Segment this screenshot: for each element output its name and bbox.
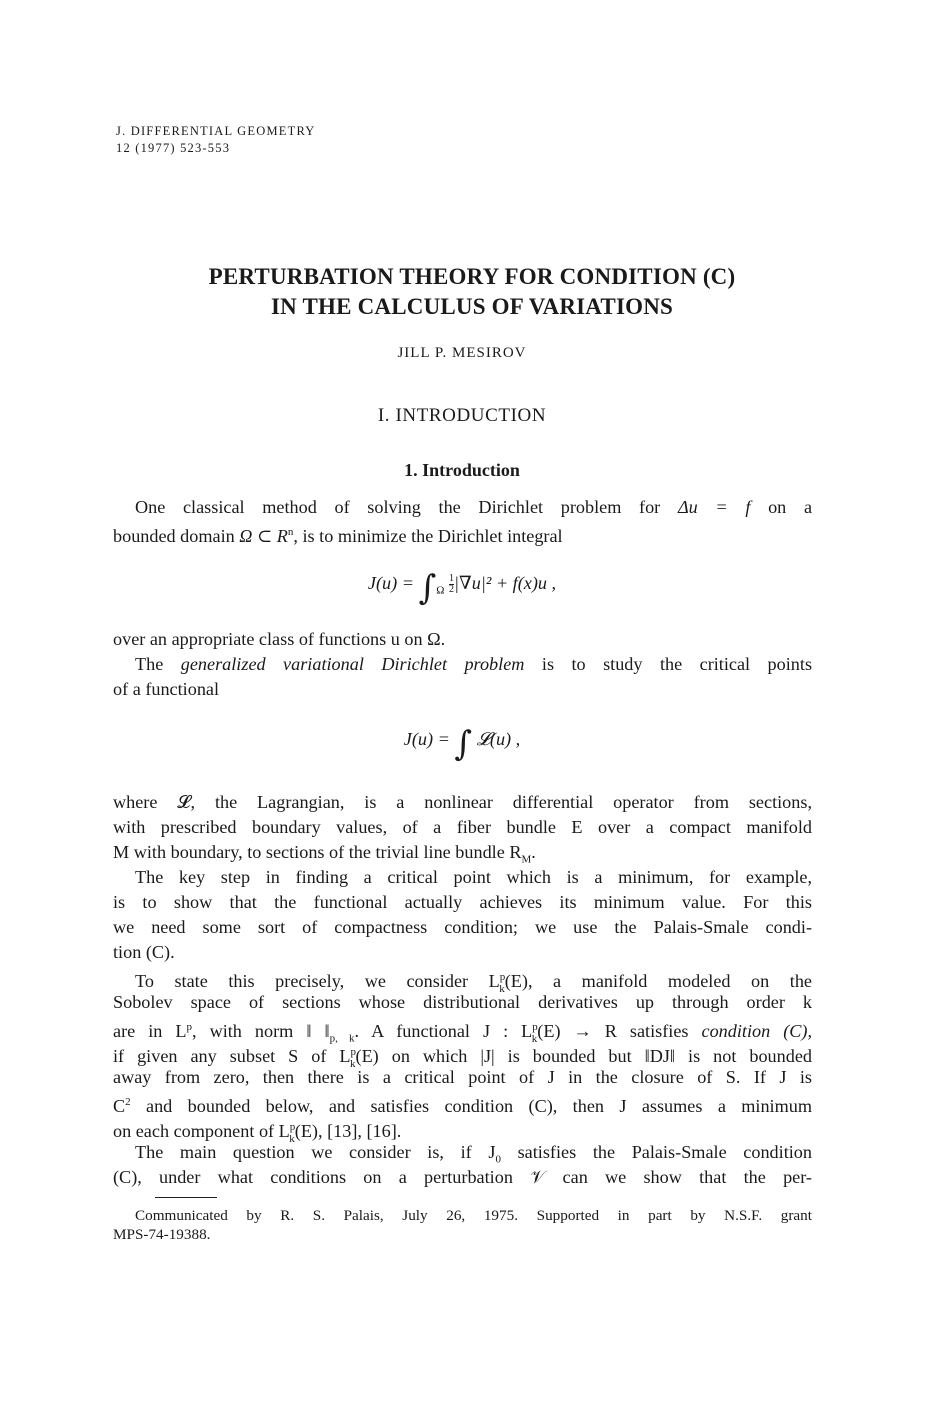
paragraph-3-line-1 xyxy=(113,652,812,677)
text: M with boundary, to sections of the trivial line bundle R xyxy=(113,842,522,862)
italic-term: condition (C), xyxy=(701,1021,813,1042)
equation-rhs: 𝓛(u) , xyxy=(476,729,521,749)
equation-functional xyxy=(0,724,924,764)
text: on a xyxy=(768,497,813,517)
paragraph-4-line-2: with prescribed boundary values, of a fiber bundle E over a compact manifold xyxy=(113,817,812,837)
paragraph-1-line-1 xyxy=(113,495,812,520)
text: (E), a manifold modeled on the xyxy=(504,971,813,992)
paragraph-4-line-1: where 𝓛, the Lagrangian, is a nonlinear differential operator from sections, xyxy=(113,792,812,812)
integral-sign-icon: ∫ xyxy=(418,568,437,608)
paragraph-6-line-6: $C^2$ and bounded below, and satisfies condition (C), then J assumes a minimum xyxy=(113,1096,812,1117)
text: The xyxy=(135,654,164,674)
text: C xyxy=(113,1096,126,1117)
equation-lhs: J(u) = xyxy=(403,729,450,749)
text: To state this precisely, we consider L xyxy=(135,971,500,992)
text: . A functional J : L xyxy=(354,1021,533,1042)
journal-citation: 12 (1977) 523-553 xyxy=(116,141,231,155)
text: , is to minimize the Dirichlet integral xyxy=(293,526,563,547)
subsection-heading: 1. Introduction xyxy=(404,460,520,480)
journal-name: J. DIFFERENTIAL GEOMETRY xyxy=(116,124,316,138)
text: if given any subset S of L xyxy=(113,1046,351,1067)
text: One classical method of solving the Dirichlet problem for xyxy=(135,497,661,517)
paragraph-5-line-1: The key step in finding a critical point which is a minimum, for example, xyxy=(135,867,812,887)
text: (E) on which |J| is bounded but ‖DJ‖ is not bounded xyxy=(355,1046,812,1067)
integral-domain: Ω xyxy=(436,584,445,597)
text: bounded domain xyxy=(113,526,235,547)
text: and bounded below, and satisfies condition (C), then J assumes a minimum xyxy=(130,1096,812,1117)
paragraph-6-line-5: away from zero, then there is a critical point of J in the closure of S. If J is xyxy=(113,1067,812,1087)
author-name: JILL P. MESIROV xyxy=(397,345,527,361)
paragraph-6-line-7: on each component of $L^p_k(E)$, [13], [16]. xyxy=(113,1121,402,1145)
paragraph-5-line-2: is to show that the functional actually achieves its minimum value. For this xyxy=(113,892,812,912)
equation-rhs: |∇u|² + f(x)u , xyxy=(454,573,557,593)
paragraph-6-line-2: Sobolev space of sections whose distributional derivatives up through order k xyxy=(113,992,812,1012)
paper-title-line-1: PERTURBATION THEORY FOR CONDITION (C) xyxy=(208,264,736,289)
paragraph-6-line-1: To state this precisely, we consider $L^p_k(E)$, a manifold modeled on the xyxy=(135,971,813,995)
paragraph-7-line-1: The main question we consider is, if $J_0$ satisfies the Palais-Smale condition xyxy=(135,1142,812,1166)
text: on each component of L xyxy=(113,1121,290,1142)
text: are in L xyxy=(113,1021,187,1042)
equation-dirichlet-integral xyxy=(0,568,924,608)
subscript: M xyxy=(521,853,532,866)
paragraph-6-line-3: are in $L^p$, with norm ‖ $‖_{p, k}$. A functional J : $L^p_k(E) \to R$ satisfies condition (C), xyxy=(113,1021,813,1045)
paragraph-5-line-4: tion (C). xyxy=(113,942,175,962)
paragraph-1-line-2 xyxy=(113,520,812,549)
paragraph-3-line-2: of a functional xyxy=(113,679,220,699)
integral-sign-icon: ∫ xyxy=(454,724,473,764)
journal-header xyxy=(116,123,316,157)
paragraph-4-line-3: M with boundary, to sections of the trivial line bundle $R_M$. xyxy=(113,842,536,866)
text: (E) → R satisfies xyxy=(537,1021,689,1042)
section-heading: I. INTRODUCTION xyxy=(377,405,547,426)
text: , with norm ‖ ‖ xyxy=(192,1021,330,1042)
superscript: n xyxy=(287,526,294,538)
paper-title-line-2: IN THE CALCULUS OF VARIATIONS xyxy=(270,294,673,319)
paragraph-5-line-3: we need some sort of compactness condition; we use the Palais-Smale condi- xyxy=(113,917,812,937)
paragraph-7-line-2: (C), under what conditions on a perturbation 𝒱 can we show that the per- xyxy=(113,1167,812,1187)
equation-inline: Δu = f xyxy=(677,497,751,517)
footnote-divider xyxy=(155,1197,217,1198)
text: satisfies the Palais-Smale condition xyxy=(500,1142,812,1162)
footnote-line-2: MPS-74-19388. xyxy=(113,1226,211,1243)
text: is to study the critical points xyxy=(541,654,813,674)
equation-lhs: J(u) = xyxy=(367,573,415,593)
text: The main question we consider is, if J xyxy=(135,1142,496,1162)
paragraph-6-line-4: if given any subset S of $L^p_k(E)$ on which |J| is bounded but ‖DJ‖ is not bounded xyxy=(113,1046,812,1070)
text: (E), [13], [16]. xyxy=(294,1121,402,1142)
footnote xyxy=(113,1206,812,1244)
footnote-line-1: Communicated by R. S. Palais, July 26, 1975. Supported in part by N.S.F. grant xyxy=(135,1207,812,1224)
domain-symbol: Ω ⊂ R xyxy=(239,526,288,547)
numerator: 1 xyxy=(449,573,455,585)
denominator: 2 xyxy=(449,584,455,596)
paragraph-2: over an appropriate class of functions u on Ω. xyxy=(113,629,446,649)
italic-term: generalized variational Dirichlet problem xyxy=(180,654,525,674)
